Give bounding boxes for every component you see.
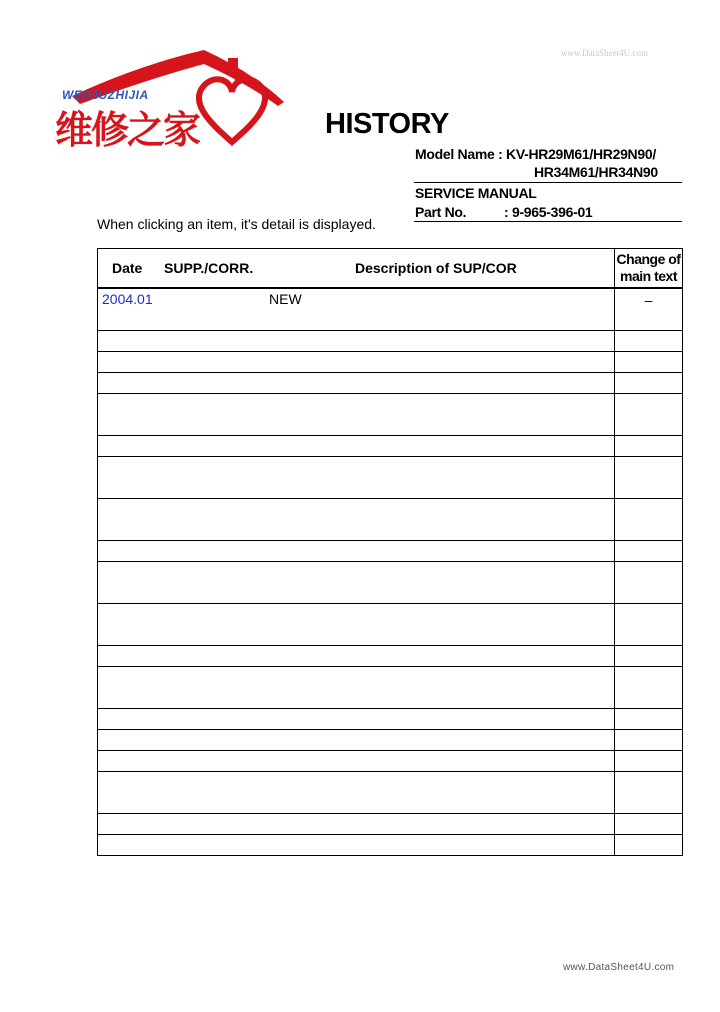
part-value: : 9-965-396-01 (504, 204, 593, 220)
row-change (615, 351, 683, 372)
row-main-cell (98, 288, 615, 330)
header-main (98, 249, 615, 289)
row-change (615, 540, 683, 561)
row-main-cell (98, 708, 615, 729)
header-date: Date (112, 260, 143, 276)
row-change (615, 435, 683, 456)
header-change-line1: Change of (616, 251, 681, 267)
table-row (98, 813, 683, 834)
header-change (615, 249, 683, 289)
row-main-cell (98, 561, 615, 603)
row-main-cell (98, 645, 615, 666)
table-row (98, 771, 683, 813)
row-main-cell (98, 330, 615, 351)
row-change (615, 498, 683, 540)
row-main-cell (98, 351, 615, 372)
row-change: – (615, 288, 683, 330)
row-change (615, 666, 683, 708)
row-date-link[interactable]: 2004.01 (102, 291, 153, 307)
header-change-line2: main text (620, 268, 677, 284)
row-main-cell (98, 813, 615, 834)
table-row (98, 498, 683, 540)
row-change (615, 393, 683, 435)
watermark-top: www.DataSheet4U.com (561, 48, 648, 58)
row-change (615, 456, 683, 498)
row-change (615, 372, 683, 393)
table-row (98, 372, 683, 393)
row-main-cell (98, 393, 615, 435)
header-description: Description of SUP/COR (355, 260, 517, 276)
row-main-cell (98, 435, 615, 456)
row-change (615, 750, 683, 771)
row-change (615, 834, 683, 855)
row-change (615, 645, 683, 666)
info-divider-top (414, 182, 682, 183)
row-change (615, 771, 683, 813)
row-main-cell (98, 498, 615, 540)
row-main-cell (98, 456, 615, 498)
table-row (98, 540, 683, 561)
row-change (615, 561, 683, 603)
table-row (98, 456, 683, 498)
header-supp: SUPP./CORR. (164, 260, 254, 276)
table-row (98, 645, 683, 666)
logo-cjk-text: 维修之家 (55, 108, 200, 152)
table-row (98, 435, 683, 456)
service-manual-label: SERVICE MANUAL (415, 185, 537, 201)
row-change (615, 813, 683, 834)
row-main-cell (98, 834, 615, 855)
watermark-bottom: www.DataSheet4U.com (563, 962, 675, 973)
row-main-cell (98, 603, 615, 645)
history-table (97, 248, 683, 856)
page-title: HISTORY (325, 108, 449, 140)
table-row (98, 708, 683, 729)
model-value-2: HR34M61/HR34N90 (534, 164, 658, 180)
row-change (615, 708, 683, 729)
model-label: Model Name (415, 146, 495, 162)
model-value-1: : KV-HR29M61/HR29N90/ (498, 146, 656, 162)
row-main-cell (98, 540, 615, 561)
row-change (615, 603, 683, 645)
table-header-row (98, 249, 683, 289)
table-row (98, 603, 683, 645)
row-main-cell (98, 666, 615, 708)
table-row (98, 288, 683, 330)
part-number-row (415, 204, 593, 220)
table-row (98, 666, 683, 708)
table-row (98, 393, 683, 435)
row-change (615, 330, 683, 351)
part-label: Part No. (415, 204, 467, 220)
table-row (98, 561, 683, 603)
row-change (615, 729, 683, 750)
table-row (98, 330, 683, 351)
model-name-row (415, 146, 656, 162)
table-row (98, 729, 683, 750)
instruction-text: When clicking an item, it's detail is displayed. (97, 216, 376, 232)
info-divider-bottom (414, 221, 682, 222)
row-supp: NEW (269, 291, 302, 307)
row-main-cell (98, 729, 615, 750)
row-main-cell (98, 750, 615, 771)
table-row (98, 750, 683, 771)
table-row (98, 834, 683, 855)
row-main-cell (98, 372, 615, 393)
logo-latin-text: WEIXIUZHIJIA (62, 88, 149, 102)
table-row (98, 351, 683, 372)
row-main-cell (98, 771, 615, 813)
